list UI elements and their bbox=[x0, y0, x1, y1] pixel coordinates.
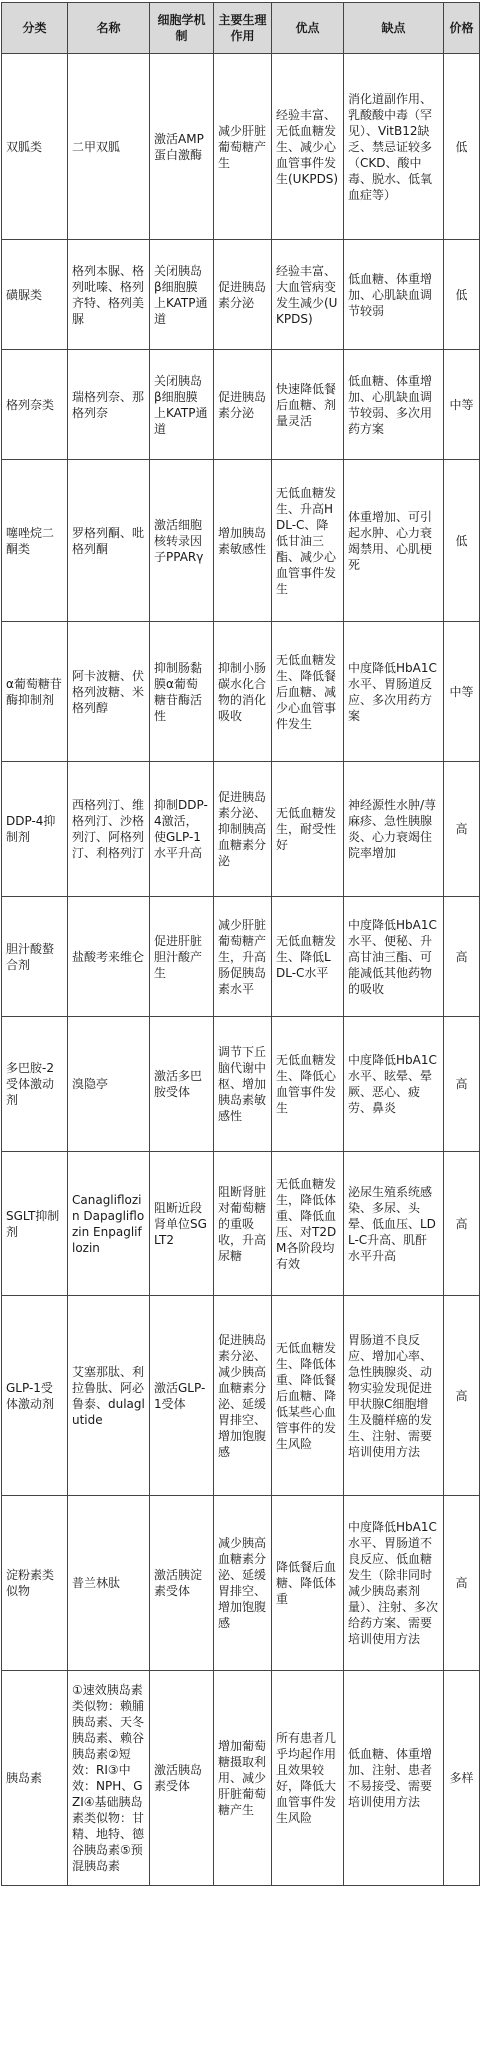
cell-action: 减少肝脏葡萄糖产生，升高肠促胰岛素水平 bbox=[214, 897, 272, 1017]
table-row bbox=[2, 54, 480, 240]
cell-action: 阻断肾脏对葡萄糖的重吸收，升高尿糖 bbox=[214, 1152, 272, 1296]
cell-cons: 低血糖、体重增加、心肌缺血调节较弱、多次用药方案 bbox=[344, 350, 444, 460]
cell-action: 减少胰高血糖素分泌、延缓胃排空、增加饱腹感 bbox=[214, 1496, 272, 1671]
cell-pros: 所有患者几乎均起作用且效果较好，降低大血管事件发生风险 bbox=[272, 1671, 344, 1886]
cell-cons: 中度降低HbA1C水平、胃肠道不良反应、低血糖发生（除非同时减少胰岛素剂量）、注射、多次给药方案、需要培训使用方法 bbox=[344, 1496, 444, 1671]
cell-cons: 体重增加、可引起水肿、心力衰竭禁用、心肌梗死 bbox=[344, 460, 444, 622]
header-pros: 优点 bbox=[272, 3, 344, 54]
cell-cons: 消化道副作用、乳酸酸中毒（罕见）、VitB12缺乏、禁忌证较多（CKD、酸中毒、脱水、低氧血症等） bbox=[344, 54, 444, 240]
cell-action: 促进胰岛素分泌、抑制胰高血糖素分泌 bbox=[214, 762, 272, 897]
cell-mechanism: 激活胰淀素受体 bbox=[150, 1496, 214, 1671]
cell-cons: 低血糖、体重增加、注射、患者不易接受、需要培训使用方法 bbox=[344, 1671, 444, 1886]
cell-class: SGLT抑制剂 bbox=[2, 1152, 68, 1296]
cell-name: 格列本脲、格列吡嗪、格列齐特、格列美脲 bbox=[68, 240, 150, 350]
table-row bbox=[2, 1496, 480, 1671]
table-row bbox=[2, 350, 480, 460]
cell-name: 溴隐亭 bbox=[68, 1017, 150, 1152]
table-row bbox=[2, 1152, 480, 1296]
cell-class: 胰岛素 bbox=[2, 1671, 68, 1886]
cell-action: 减少肝脏葡萄糖产生 bbox=[214, 54, 272, 240]
cell-action: 促进胰岛素分泌 bbox=[214, 350, 272, 460]
cell-cons: 中度降低HbA1C水平、眩晕、晕厥、恶心、疲劳、鼻炎 bbox=[344, 1017, 444, 1152]
cell-price: 中等 bbox=[444, 350, 480, 460]
cell-pros: 降低餐后血糖、降低体重 bbox=[272, 1496, 344, 1671]
cell-mechanism: 关闭胰岛β细胞膜上KATP通道 bbox=[150, 240, 214, 350]
cell-action: 增加胰岛素敏感性 bbox=[214, 460, 272, 622]
table-row bbox=[2, 1671, 480, 1886]
cell-price: 低 bbox=[444, 240, 480, 350]
cell-pros: 无低血糖发生，耐受性好 bbox=[272, 762, 344, 897]
cell-cons: 中度降低HbA1C水平、胃肠道反应、多次用药方案 bbox=[344, 622, 444, 762]
cell-name: 艾塞那肽、利拉鲁肽、阿必鲁泰、dulaglutide bbox=[68, 1296, 150, 1496]
cell-class: α葡萄糖苷酶抑制剂 bbox=[2, 622, 68, 762]
cell-cons: 中度降低HbA1C水平、便秘、升高甘油三酯、可能减低其他药物的吸收 bbox=[344, 897, 444, 1017]
cell-mechanism: 激活AMP蛋白激酶 bbox=[150, 54, 214, 240]
cell-class: 磺脲类 bbox=[2, 240, 68, 350]
cell-cons: 神经源性水肿/荨麻疹、急性胰腺炎、心力衰竭住院率增加 bbox=[344, 762, 444, 897]
table-row bbox=[2, 622, 480, 762]
cell-class: 格列奈类 bbox=[2, 350, 68, 460]
cell-class: 噻唑烷二酮类 bbox=[2, 460, 68, 622]
cell-price: 高 bbox=[444, 1496, 480, 1671]
header-cons: 缺点 bbox=[344, 3, 444, 54]
table-header-row bbox=[2, 3, 480, 54]
cell-mechanism: 关闭胰岛β细胞膜上KATP通道 bbox=[150, 350, 214, 460]
cell-action: 增加葡萄糖摄取利用、减少肝脏葡萄糖产生 bbox=[214, 1671, 272, 1886]
cell-cons: 胃肠道不良反应、增加心率、急性胰腺炎、动物实验发现促进甲状腺C细胞增生及髓样癌的发生、注射、需要培训使用方法 bbox=[344, 1296, 444, 1496]
table-row bbox=[2, 460, 480, 622]
cell-class: 胆汁酸螯合剂 bbox=[2, 897, 68, 1017]
cell-class: 淀粉素类似物 bbox=[2, 1496, 68, 1671]
cell-name: ①速效胰岛素类似物：赖脯胰岛素、天冬胰岛素、赖谷胰岛素②短效：RI③中效：NPH、GZI④基础胰岛素类似物：甘精、地特、德谷胰岛素⑤预混胰岛素 bbox=[68, 1671, 150, 1886]
cell-price: 高 bbox=[444, 1296, 480, 1496]
cell-action: 促进胰岛素分泌 bbox=[214, 240, 272, 350]
cell-pros: 经验丰富、大血管病变发生减少(UKPDS) bbox=[272, 240, 344, 350]
cell-mechanism: 激活多巴胺受体 bbox=[150, 1017, 214, 1152]
cell-name: 瑞格列奈、那格列奈 bbox=[68, 350, 150, 460]
cell-mechanism: 抑制肠黏膜α葡萄糖苷酶活性 bbox=[150, 622, 214, 762]
cell-name: 二甲双胍 bbox=[68, 54, 150, 240]
cell-price: 高 bbox=[444, 1152, 480, 1296]
table-row bbox=[2, 1296, 480, 1496]
page bbox=[0, 2, 480, 2066]
cell-pros: 无低血糖发生、降低LDL-C水平 bbox=[272, 897, 344, 1017]
cell-price: 多样 bbox=[444, 1671, 480, 1886]
cell-mechanism: 激活细胞核转录因子PPARγ bbox=[150, 460, 214, 622]
cell-price: 高 bbox=[444, 1017, 480, 1152]
header-class: 分类 bbox=[2, 3, 68, 54]
antidiabetic-drug-table bbox=[1, 2, 480, 1886]
cell-pros: 无低血糖发生、降低体重、降低餐后血糖、降低某些心血管事件的发生风险 bbox=[272, 1296, 344, 1496]
header-name: 名称 bbox=[68, 3, 150, 54]
cell-action: 调节下丘脑代谢中枢、增加胰岛素敏感性 bbox=[214, 1017, 272, 1152]
table-row bbox=[2, 1017, 480, 1152]
cell-pros: 无低血糖发生、降低餐后血糖、减少心血管事件发生 bbox=[272, 622, 344, 762]
cell-class: DDP-4抑制剂 bbox=[2, 762, 68, 897]
cell-name: 普兰林肽 bbox=[68, 1496, 150, 1671]
cell-mechanism: 抑制DDP-4激活，使GLP-1水平升高 bbox=[150, 762, 214, 897]
cell-pros: 无低血糖发生、降低心血管事件发生 bbox=[272, 1017, 344, 1152]
header-price: 价格 bbox=[444, 3, 480, 54]
table-row bbox=[2, 897, 480, 1017]
cell-pros: 经验丰富、无低血糖发生、减少心血管事件发生(UKPDS) bbox=[272, 54, 344, 240]
cell-name: 盐酸考来维仑 bbox=[68, 897, 150, 1017]
cell-pros: 无低血糖发生、升高HDL-C、降低甘油三酯、减少心血管事件发生 bbox=[272, 460, 344, 622]
cell-price: 高 bbox=[444, 897, 480, 1017]
cell-class: 多巴胺-2受体激动剂 bbox=[2, 1017, 68, 1152]
cell-price: 低 bbox=[444, 54, 480, 240]
table-row bbox=[2, 240, 480, 350]
header-action: 主要生理作用 bbox=[214, 3, 272, 54]
cell-cons: 泌尿生殖系统感染、多尿、头晕、低血压、LDL-C升高、肌酐水平升高 bbox=[344, 1152, 444, 1296]
cell-action: 抑制小肠碳水化合物的消化吸收 bbox=[214, 622, 272, 762]
cell-name: 阿卡波糖、伏格列波糖、米格列醇 bbox=[68, 622, 150, 762]
cell-name: Canagliflozin Dapagliflozin Enpagliflozin bbox=[68, 1152, 150, 1296]
table-row bbox=[2, 762, 480, 897]
cell-class: 双胍类 bbox=[2, 54, 68, 240]
header-mechanism: 细胞学机制 bbox=[150, 3, 214, 54]
cell-pros: 无低血糖发生，降低体重、降低血压、对T2DM各阶段均有效 bbox=[272, 1152, 344, 1296]
cell-mechanism: 激活胰岛素受体 bbox=[150, 1671, 214, 1886]
cell-mechanism: 促进肝脏胆汁酸产生 bbox=[150, 897, 214, 1017]
cell-class: GLP-1受体激动剂 bbox=[2, 1296, 68, 1496]
cell-mechanism: 激活GLP-1受体 bbox=[150, 1296, 214, 1496]
cell-name: 西格列汀、维格列汀、沙格列汀、阿格列汀、利格列汀 bbox=[68, 762, 150, 897]
cell-price: 高 bbox=[444, 762, 480, 897]
cell-action: 促进胰岛素分泌、减少胰高血糖素分泌、延缓胃排空、增加饱腹感 bbox=[214, 1296, 272, 1496]
cell-pros: 快速降低餐后血糖、剂量灵活 bbox=[272, 350, 344, 460]
cell-price: 低 bbox=[444, 460, 480, 622]
cell-mechanism: 阻断近段肾单位SGLT2 bbox=[150, 1152, 214, 1296]
cell-cons: 低血糖、体重增加、心肌缺血调节较弱 bbox=[344, 240, 444, 350]
cell-price: 中等 bbox=[444, 622, 480, 762]
cell-name: 罗格列酮、吡格列酮 bbox=[68, 460, 150, 622]
